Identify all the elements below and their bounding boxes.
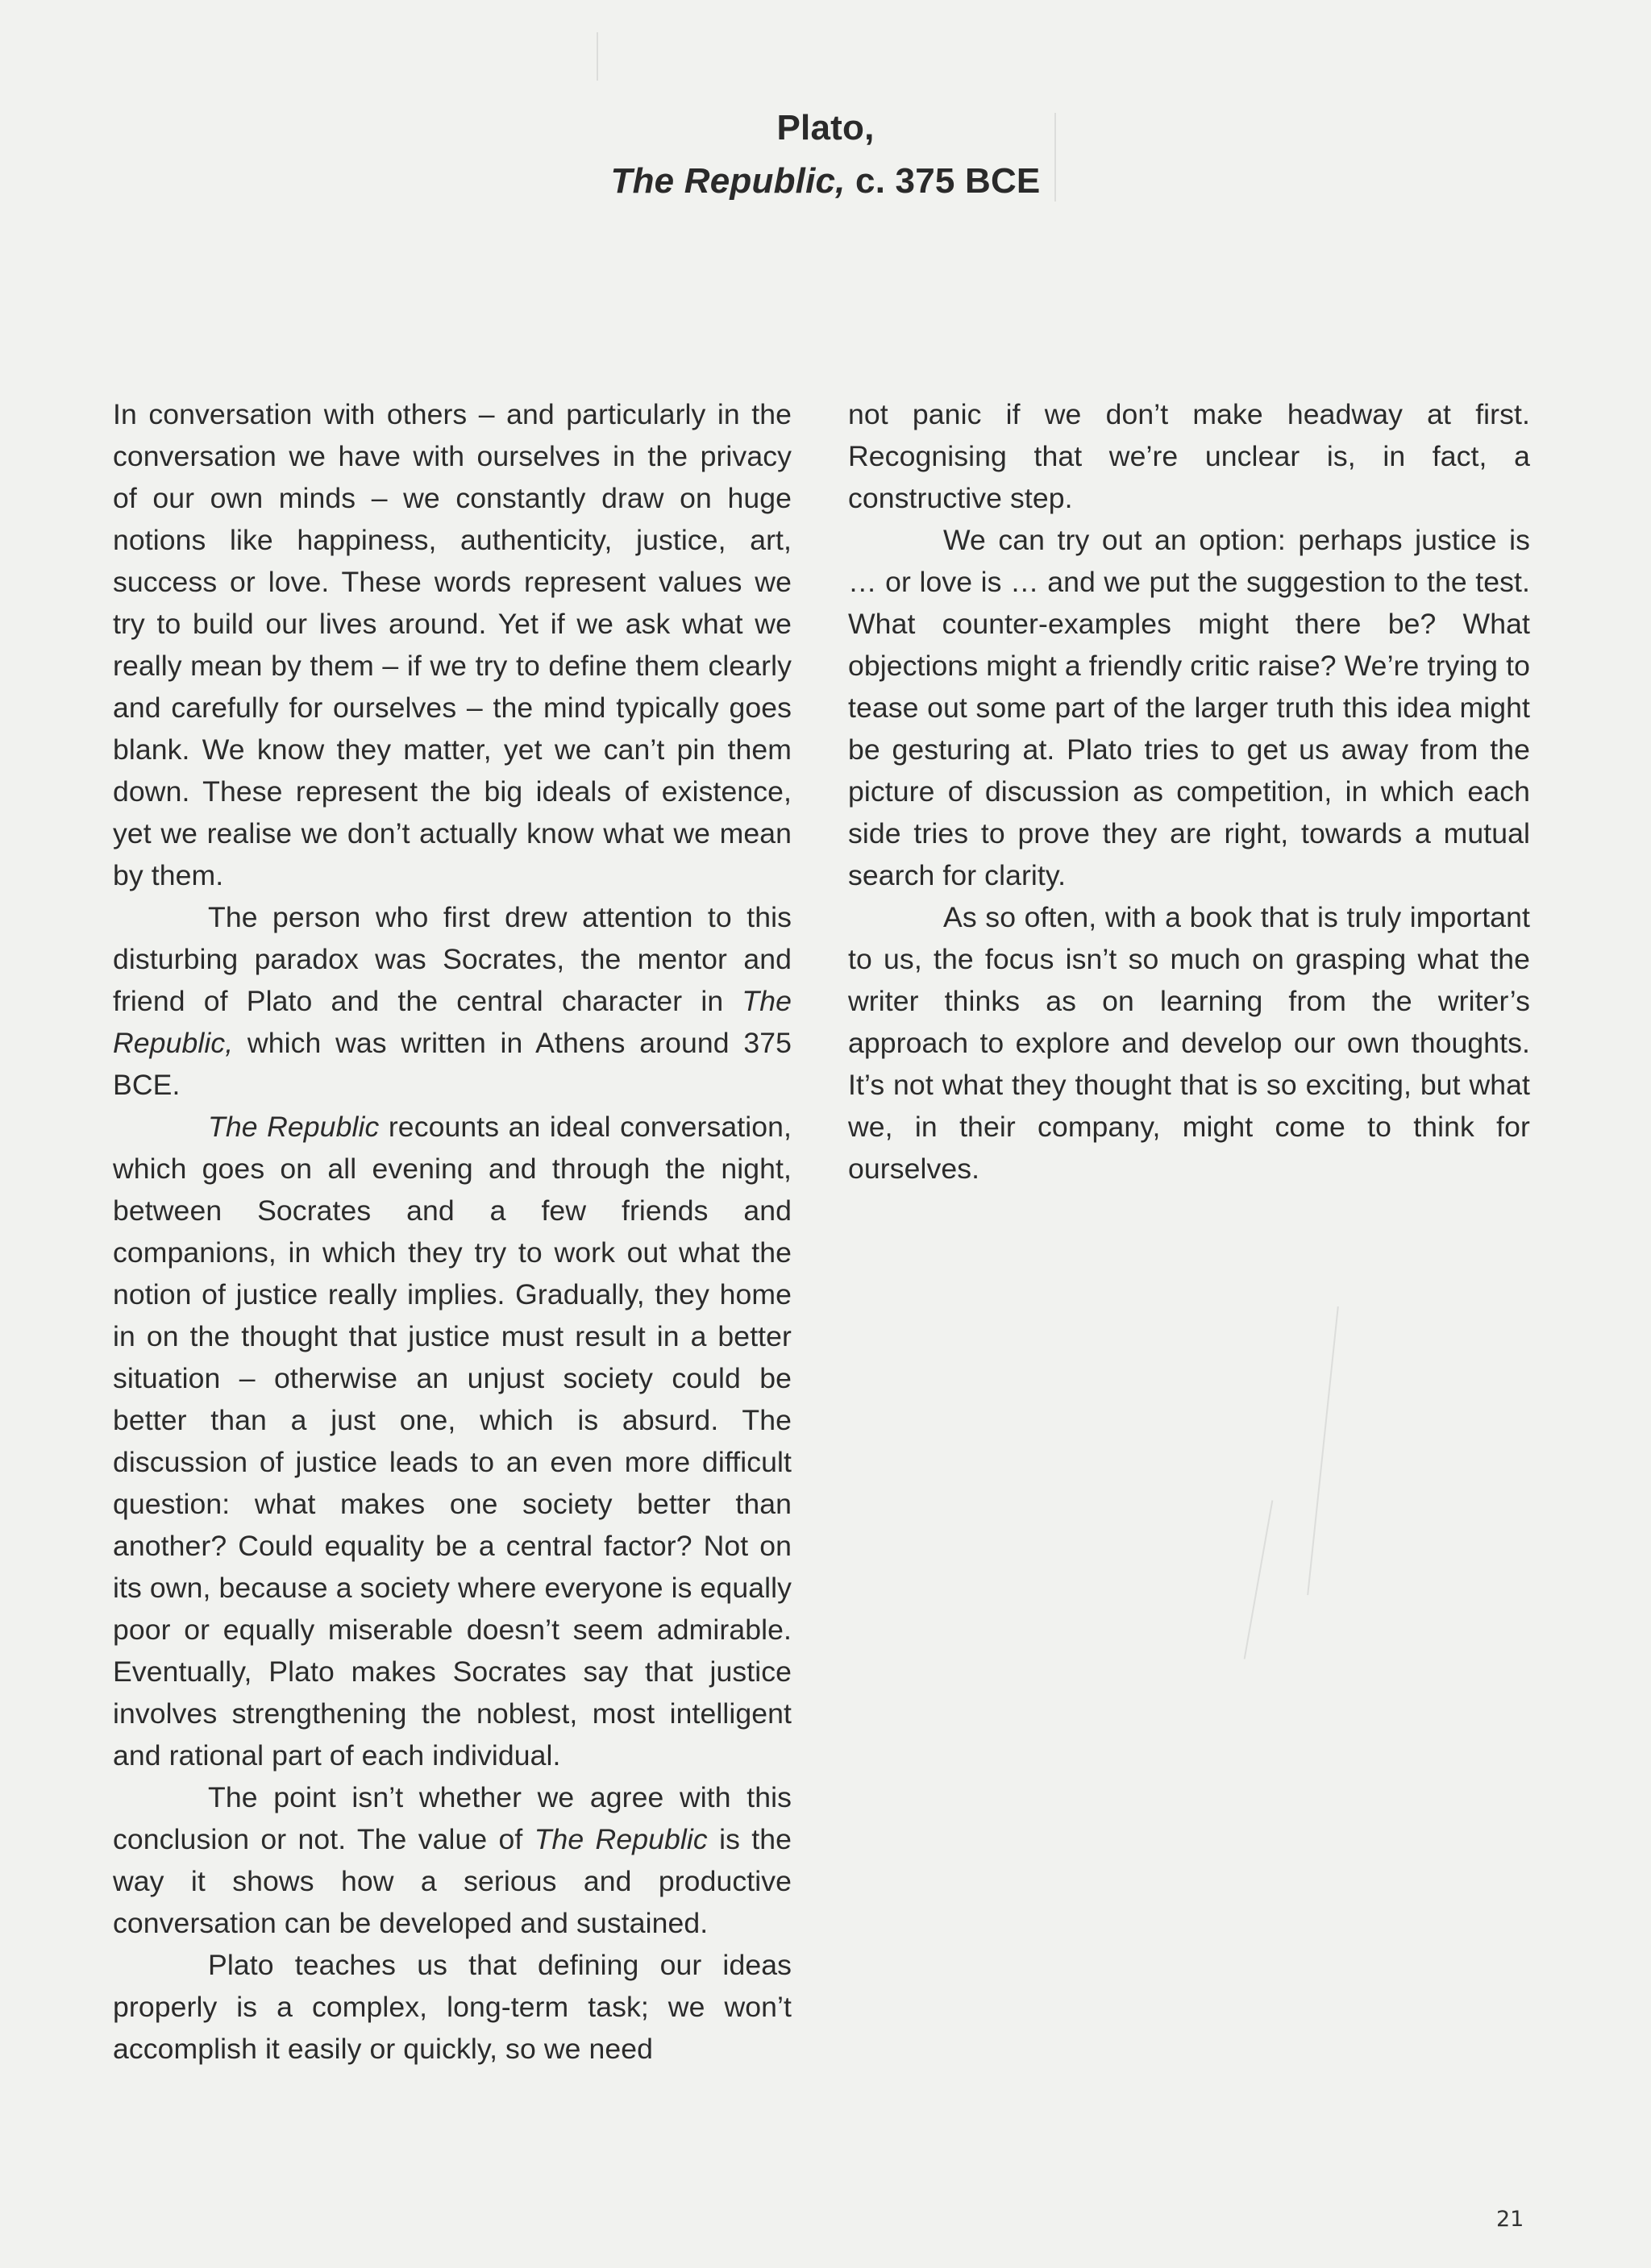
page-heading xyxy=(0,102,1651,208)
heading-author: Plato, xyxy=(776,108,875,147)
paragraph-text: recounts an ideal conversation, which goes on all evening and through the night, between Socrates and a few friends and companions, in which they try to work out what the notion of justice really implies. Gradually, they home in on the thought that justice must result in a better situation – otherwise an unjust society could be better than a just one, which is absurd. The discussion of justice leads to an even more difficult question: what makes one society better than another? Could equality be a central factor? Not on its own, because a society where everyone is equally poor or equally miserable doesn’t seem admirable. Eventually, Plato makes Socrates say that justice involves strengthening the noblest, most intelligent and rational part of each individual. xyxy=(113,1111,792,1772)
right-column xyxy=(848,393,1530,1190)
paragraph-text: The person who first drew attention to this disturbing paradox was Socrates, the mentor and friend of Plato and the central character in xyxy=(113,901,792,1017)
book-title: The Republic, xyxy=(113,985,792,1059)
heading-date: c. 375 BCE xyxy=(845,161,1041,201)
paragraph: In conversation with others – and particularly in the conversation we have with ourselves in the privacy of our own minds – we constantly draw on huge notions like happiness, authenticity, justice, art, success or love. These words represent values we try to build our lives around. Yet if we ask what we really mean by them – if we try to define them clearly and carefully for ourselves – the mind typically goes blank. We know they matter, yet we can’t pin them down. These represent the big ideals of existence, yet we realise we don’t actually know what we mean by them. xyxy=(113,398,792,891)
scan-artifact xyxy=(1307,1306,1339,1595)
paragraph: As so often, with a book that is truly important to us, the focus isn’t so much on grasping what the writer thinks as on learning from the writer’s approach to explore and develop our own thoughts. It’s not what they thought that is so exciting, but what we, in their company, might come to think for ourselves. xyxy=(848,901,1530,1185)
paragraph xyxy=(113,1776,792,1944)
heading-work-title: The Republic, xyxy=(610,161,846,201)
heading-work-line xyxy=(0,155,1651,208)
paragraph: Plato teaches us that defining our ideas properly is a complex, long-term task; we won’t accomplish it easily or quickly, so we need xyxy=(113,1949,792,2065)
paragraph: not panic if we don’t make headway at first. Recognising that we’re unclear is, in fact, a constructive step. xyxy=(848,398,1530,514)
scan-artifact xyxy=(597,32,598,81)
paragraph xyxy=(113,896,792,1106)
paragraph-text: is the way it shows how a serious and productive conversation can be developed and sustained. xyxy=(113,1823,792,1939)
left-column xyxy=(113,393,792,2070)
page-number: 21 xyxy=(1496,2207,1524,2232)
book-title: The Republic xyxy=(208,1111,380,1143)
scan-artifact xyxy=(1244,1500,1274,1659)
paragraph-text: which was written in Athens around 375 BCE. xyxy=(113,1027,792,1101)
paragraph-text: The point isn’t whether we agree with this conclusion or not. The value of xyxy=(113,1781,792,1855)
paragraph: We can try out an option: perhaps justice is … or love is … and we put the suggestion to the test. What counter-examples might there be? What objections might a friendly critic raise? We’re trying to tease out some part of the larger truth this idea might be gesturing at. Plato tries to get us away from the picture of discussion as competition, in which each side tries to prove they are right, towards a mutual search for clarity. xyxy=(848,524,1530,891)
paragraph xyxy=(113,1106,792,1776)
book-title: The Republic xyxy=(534,1823,708,1855)
